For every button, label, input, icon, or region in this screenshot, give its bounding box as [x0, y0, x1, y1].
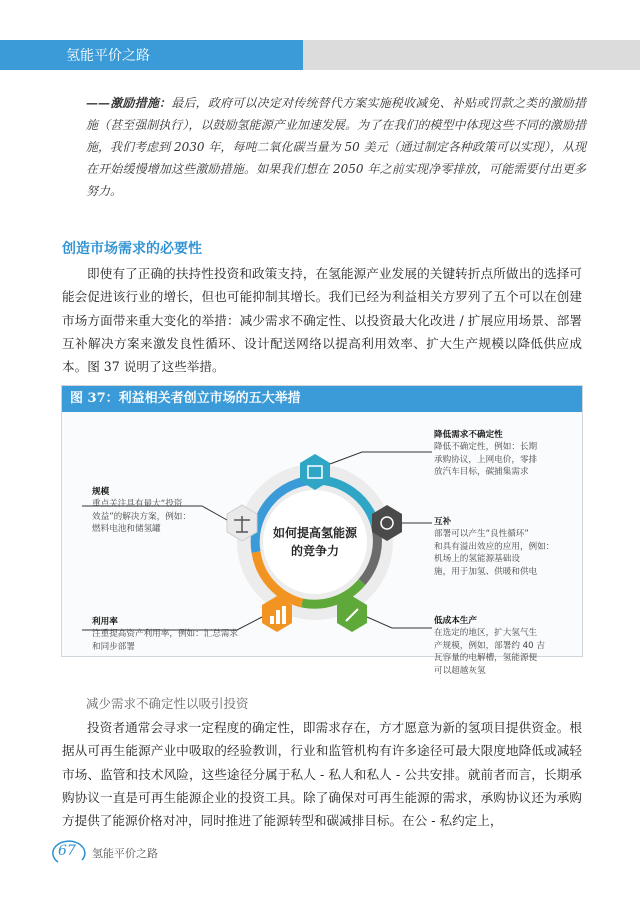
incentive-lead: ——激励措施： [86, 96, 172, 110]
connector-uncertainty [330, 452, 432, 464]
item-complement [434, 516, 574, 578]
item-complement-line: 施，用于加氢、供暖和供电 [434, 566, 538, 577]
section-paragraph: 即使有了正确的扶持性投资和政策支持，在氢能源产业发展的关键转折点所做出的选择可能会促进该行业的增长，但也可能抑制其增长。我们已经为利益相关方罗列了五个可以在创建市场方面带来重大变化的举措：减少需求不确定性、以投资最大化改进 / 扩展应用场景、部署互补解决方案来激发良性循环、设计配送网络以提高利用效率、扩大生产规模以降低供应成本。图 37 说明了这些举措。 [62, 266, 582, 375]
header-title: 氢能平价之路 [66, 48, 150, 64]
center-line-1: 如何提高氢能源 [272, 526, 358, 540]
item-scale [92, 486, 222, 536]
item-utilization-title: 利用率 [92, 617, 118, 627]
subsection-title: 减少需求不确定性以吸引投资 [86, 696, 249, 711]
item-scale-line: 燃料电池和储氢罐 [92, 524, 161, 535]
item-cost-line: 产规模，例如，部署约 40 吉 [434, 640, 545, 651]
item-cost-line: 瓦容量的电解槽，氢能源便 [434, 653, 538, 664]
figure-37 [61, 385, 583, 676]
figure-title: 图 37：利益相关者创立市场的五大举措 [62, 386, 582, 412]
incentive-text: 最后，政府可以决定对传统替代方案实施税收减免、补贴或罚款之类的激励措施（甚至强制执行），以鼓励氢能源产业加速发展。为了在我们的模型中体现这些不同的激励措施，我们考虑到 2030 年，每吨二氧化碳当量为 50 美元（通过制定各种政策可以实现），从现在开始缓慢增加这些激励措施。如果我们想在 2050 年之前实现净零排放，可能需要付出更多努力。 [86, 96, 586, 198]
item-utilization [92, 616, 272, 653]
item-uncertainty [434, 429, 574, 479]
item-complement-line: 和具有溢出效应的应用，例如： [434, 541, 555, 552]
item-scale-title: 规模 [92, 487, 110, 497]
item-uncertainty-title: 降低需求不确定性 [434, 430, 503, 440]
footer-title: 氢能平价之路 [92, 847, 158, 860]
section-title: 创造市场需求的必要性 [62, 241, 202, 257]
item-complement-line: 部署可以产生“良性循环” [434, 529, 529, 540]
item-complement-title: 互补 [434, 517, 452, 527]
item-cost-line: 可以超越灰氢 [434, 665, 486, 676]
item-utilization-line: 和同步部署 [92, 641, 135, 652]
item-utilization-line: 注重提高资产利用率，例如：汇总需求 [92, 629, 239, 640]
item-scale-line: 重点关注具有最大“投资 [92, 499, 183, 510]
center-disc [263, 490, 367, 594]
connector-cost [367, 617, 432, 628]
item-cost [434, 615, 574, 677]
header-grey-strip [303, 40, 640, 70]
item-complement-line: 机场上的氢能源基础设 [434, 554, 520, 565]
header-bar [0, 40, 640, 70]
item-uncertainty-line: 降低不确定性，例如：长期 [434, 442, 538, 453]
item-cost-title: 低成本生产 [434, 616, 477, 626]
subsection-paragraph: 投资者通常会寻求一定程度的确定性，即需求存在，方才愿意为新的氢项目提供资金。根据从可再生能源产业中吸取的经验教训，行业和监管机构有许多途径可最大限度地降低或减轻市场、监管和技术风险，这些途径分属于私人 - 私人和私人 - 公共安排。就前者而言，长期承购协议一直是可再生能源企业的投资工具。除了确保对可再生能源的需求，承购协议还为承购方提供了能源价格对冲，同时推进了能源转型和碳减排目标。在公 - 私约定上， [62, 720, 582, 829]
page-number: 67 [58, 843, 76, 859]
item-uncertainty-line: 承购协议，上网电价，零排 [434, 454, 538, 465]
incentive-paragraph [86, 92, 586, 202]
center-line-2: 的竞争力 [290, 544, 340, 558]
header-title-block [0, 40, 303, 70]
item-cost-line: 在选定的地区，扩大氢气生 [434, 628, 538, 639]
item-uncertainty-line: 放汽车目标，碳捕集需求 [434, 467, 529, 478]
item-scale-line: 效益”的解决方案，例如： [92, 511, 191, 522]
